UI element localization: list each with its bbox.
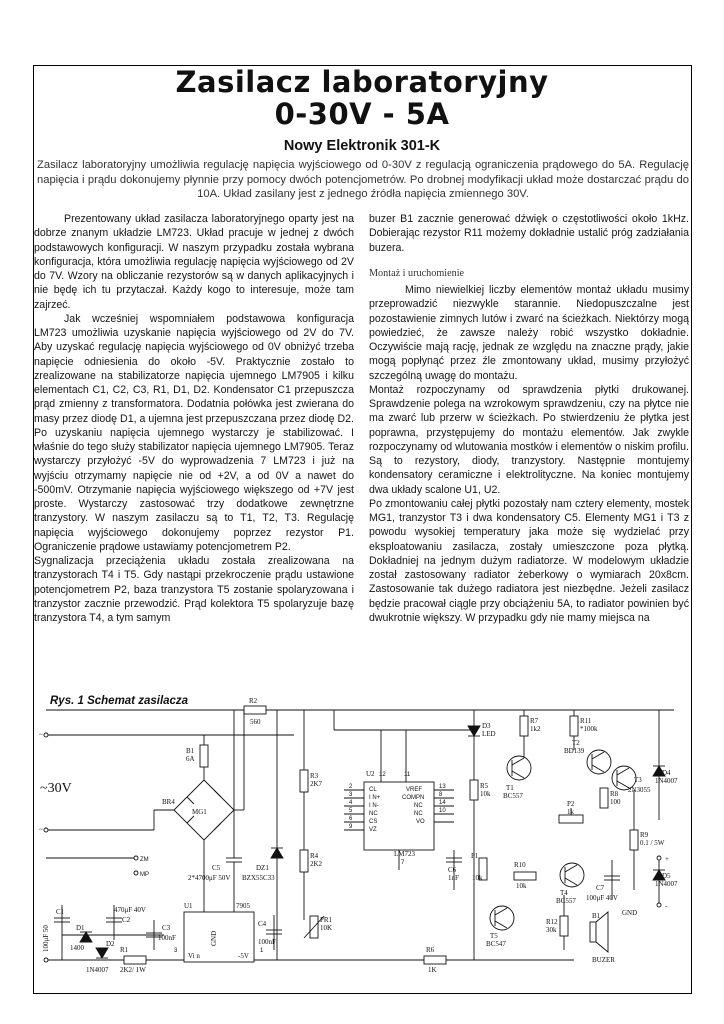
schematic-label: 2 xyxy=(349,784,353,790)
u1-vout: -5V xyxy=(238,952,249,960)
r7-label: R7 xyxy=(530,717,539,725)
c5-label: C5 xyxy=(212,864,221,872)
c6-value: 1nF xyxy=(448,874,459,882)
br4-label: BR4 xyxy=(162,798,175,806)
schematic-label: ~ xyxy=(39,731,43,739)
c3-value: 100nF xyxy=(158,934,176,942)
schematic-label: ~ xyxy=(39,826,43,834)
p2-label: P2 xyxy=(567,800,575,808)
output-minus: - xyxy=(665,902,668,910)
schematic-label: 10 xyxy=(439,808,446,814)
c3-label: C3 xyxy=(162,924,171,932)
ac-input-label: ~30V xyxy=(40,781,72,796)
r12-label: R12 xyxy=(546,918,558,926)
buzzer-label: B1 xyxy=(592,912,601,920)
schematic-label: 6 xyxy=(349,816,353,822)
schematic-caption: Rys. 1 Schemat zasilacza xyxy=(50,695,189,707)
u1-label: U1 xyxy=(184,902,193,910)
mg1-label: MG1 xyxy=(192,808,207,816)
lm723-label: LM723 xyxy=(394,850,415,858)
left-column xyxy=(34,212,354,625)
d3-label: D3 xyxy=(482,722,491,730)
t5-value: BC547 xyxy=(486,940,506,948)
r2-value: 560 xyxy=(250,718,261,726)
schematic-label: CS xyxy=(369,819,378,825)
schematic-label: 13 xyxy=(439,784,446,790)
schematic-label: 4 xyxy=(349,800,353,806)
d2-value: 1N4007 xyxy=(86,966,109,974)
r11-value: *100k xyxy=(580,725,598,733)
d1-value: 1400 xyxy=(70,944,84,952)
p1-label: P1 xyxy=(471,852,479,860)
d3-value: LED xyxy=(482,730,496,738)
title-line-2: 0-30V - 5A xyxy=(274,97,450,131)
r1-value: 2K2/ 1W xyxy=(120,966,146,974)
title-line-1: Zasilacz laboratoryjny xyxy=(175,65,549,99)
schematic-label: COMPN xyxy=(402,795,425,801)
schematic-label: VO xyxy=(416,819,425,825)
article-subtitle: Nowy Elektronik 301-K xyxy=(283,138,441,154)
u1-vin: Vi n xyxy=(188,952,200,960)
p2-value: 1k xyxy=(567,808,574,816)
schematic-label: I N- xyxy=(369,803,379,809)
r6-value: 1K xyxy=(428,966,437,974)
r10-value: 10k xyxy=(516,882,527,890)
output-plus: + xyxy=(665,855,669,863)
r5-label: R5 xyxy=(480,782,489,790)
schematic-label: 5 xyxy=(349,808,353,814)
mp-label: MP xyxy=(140,872,149,878)
schematic-label: 3 xyxy=(349,792,353,798)
schematic-label: 14 xyxy=(439,800,446,806)
schematic-label: 8 xyxy=(439,792,443,798)
r3-label: R3 xyxy=(310,772,319,780)
article-title xyxy=(0,66,724,130)
d4-value: 1N4007 xyxy=(655,777,678,785)
gnd-label: GND xyxy=(622,909,638,917)
schematic-label: CL xyxy=(369,787,377,793)
p1-value: 10k xyxy=(472,874,483,882)
left-paragraph-3: Sygnalizacja przeciążenia układu została zrealizowana na tranzystorach T4 i T5. Gdy nastąpi przekroczenie prądu ustawione potencjometrem P2, baza tranzystora T5 zostanie spolaryzowana i tranzystor zacznie przewodzić. Prąd kolektora T5 spolaryzuje bazę tranzystora T4, a tym samym xyxy=(34,555,354,624)
right-paragraph-2: Mimo niewielkiej liczby elementów montaż układu musimy przeprowadzić niezwykle starannie. Niedopuszczalne jest pozostawienie zimnych lutów i zwarć na ścieżkach. Niektórzy mogą powiedzieć, że zawsze należy robić wszystko dokładnie. Oczywiście mają rację, jednak ze względu na znaczne prądy, jakie mogą popłynąć przez źle zmontowany układ, musimy przyłożyć szczególną uwagę do montażu. xyxy=(369,284,689,382)
pin12: 12 xyxy=(379,772,386,778)
r11-label: R11 xyxy=(580,717,592,725)
t1-value: BC557 xyxy=(503,792,523,800)
r10-label: R10 xyxy=(514,861,526,869)
t3-label: T3 xyxy=(634,776,642,784)
b1-value: 6A xyxy=(186,755,195,763)
d1-label: D1 xyxy=(76,924,85,932)
c1-label: C1 xyxy=(56,908,65,916)
c4-value: 100nF xyxy=(258,938,276,946)
pr1-label: PR1 xyxy=(320,916,333,924)
d5-value: 1N4007 xyxy=(655,880,678,888)
c4-label: C4 xyxy=(258,920,267,928)
c1-value: 100μF 50 xyxy=(42,925,50,952)
r9-label: R9 xyxy=(640,831,649,839)
r12-value: 30k xyxy=(546,926,557,934)
zm-label: ZM xyxy=(140,857,149,863)
right-paragraph-4: Po zmontowaniu całej płytki pozostały nam cztery elementy, mostek MG1, tranzystor T3 i dwa kondensatory C5. Elementy MG1 i T3 z powodu wysokiej temperatury jaka może się wydzielać przy eksploatowaniu zasilacza, zostały umieszczone poza płytką. Dokładniej na jednym dużym radiatorze. W modelowym układzie został zastosowany radiator żeberkowy o wymiarach 20x8cm. Zastosowanie tak dużego radiatora jest niezbędne. Jeżeli zasilacz będzie pracował ciągle przy obciążeniu 5A, to radiator powinien być dwukrotnie większy. W przypadku gdy nie mamy miejsca na xyxy=(369,497,689,624)
r1-label: R1 xyxy=(120,946,129,954)
right-paragraph-3: Montaż rozpoczynamy od sprawdzenia płytki drukowanej. Sprawdzenie polega na wzrokowym sprawdzeniu, czy na płytce nie ma zwarć lub przerw w ścieżkach. Po stwierdzeniu że płytka jest poprawna, przystępujemy do montażu elementów. Jak zwykle rozpoczynamy od wlutowania mostków i elementów o niskim profilu. Są to rezystory, diody, tranzystory. Następnie montujemy kondensatory ceramiczne i elektrolityczne. Na koniec montujemy dwa układy scalone U1, U2. xyxy=(369,383,689,496)
schematic-label: NC xyxy=(414,811,423,817)
pin11: 11 xyxy=(404,772,411,778)
c2-label: C2 xyxy=(122,916,131,924)
d5-label: D5 xyxy=(662,872,671,880)
schematic-label: 7 xyxy=(401,860,405,866)
r4-value: 2K2 xyxy=(310,860,323,868)
r3-value: 2K7 xyxy=(310,780,323,788)
t1-label: T1 xyxy=(506,784,514,792)
right-paragraph-1: buzer B1 zacznie generować dźwięk o częstotliwości około 1kHz. Dobierając rezystor R11 możemy dokładnie ustalić próg zadziałania buzera. xyxy=(369,213,689,254)
c6-label: C6 xyxy=(448,866,457,874)
t4-label: T4 xyxy=(560,889,568,897)
pr1-value: 10K xyxy=(320,924,333,932)
c7-value: 100μF 40V xyxy=(586,894,618,902)
r8-label: R8 xyxy=(610,790,619,798)
t3-value: 2N3055 xyxy=(628,786,651,794)
circuit-schematic xyxy=(34,690,690,990)
u1-gnd-pin: GND xyxy=(210,930,218,946)
schematic-label: NC xyxy=(369,811,378,817)
u1-pin3: 3 xyxy=(174,948,178,954)
dz1-value: BZX55C33 xyxy=(242,874,275,882)
t4-value: BC557 xyxy=(556,897,576,905)
c5-value: 2*4700μF 50V xyxy=(188,874,231,882)
r2-label: R2 xyxy=(249,697,258,705)
schematic-label: I N+ xyxy=(369,795,381,801)
r7-value: 1k2 xyxy=(530,725,541,733)
r9-value: 0.1 / 5W xyxy=(640,839,665,847)
schematic-label: NC xyxy=(414,803,423,809)
schematic-label: VZ xyxy=(369,827,377,833)
schematic-label: 9 xyxy=(349,824,353,830)
left-paragraph-2: Jak wcześniej wspomniałem podstawowa konfiguracja LM723 umożliwia uzyskanie napięcia wyjściowego od 2V do 7V. Aby uzyskać regulację napięcia wyjściowego od 0V obniżyć trzeba napięcie odniesienia do około -5V. Praktycznie zostało to zrealizowane na stabilizatorze napięcia ujemnego LM7905 i kilku elementach C1, C2, C3, R1, D1, D2. Kondensator C1 przepuszcza prąd zmienny z transformatora. Dodatnia połówka jest zwierana do masy przez diodę D1, a ujemna jest przepuszczana przez diodę D2. Po uzyskaniu napięcia ujemnego wystarczy je stabilizować. I właśnie do tego służy stabilizator napięcia ujemnego LM7905. Teraz wystarczy przyłożyć -5V do wyprowadzenia 7 LM723 i już na wyjściu otrzymamy napięcie nie od +2V, a od 0V a nawet do -500mV. Otrzymanie napięcia wyjściowego większego od +7V jest proste. Wystarczy zastosować trzy dodatkowe zewnętrzne tranzystory. W naszym zasilaczu są to T1, T2, T3. Regulację napięcia wyjściowego dokonujemy poprzez rezystor P1. Ograniczenie prądowe ustawiamy potencjometrem P2. xyxy=(34,312,354,553)
u1-pin1: 1 xyxy=(260,948,264,954)
r4-label: R4 xyxy=(310,852,319,860)
schematic-label: VREF xyxy=(406,787,423,793)
left-paragraph-1: Prezentowany układ zasilacza laboratoryjnego oparty jest na dobrze znanym układzie LM723. Układ pracuje w jednej z dwóch podstawowych konfiguracji. W naszym przypadku została wybrana konfiguracja, która umożliwia regulację napięcia wyjściowego od 2V do 7V. Wzory na obliczanie rezystorów są w danych aplikacyjnych i nie będę ich tu przytaczał. Każdy kogo to interesuje, może tam zajrzeć. xyxy=(34,213,354,311)
dz1-label: DZ1 xyxy=(256,864,269,872)
r8-value: 100 xyxy=(610,798,621,806)
t2-label: T2 xyxy=(572,739,580,747)
section-heading: Montaż i uruchomienie xyxy=(369,267,465,279)
buzzer-value: BUZER xyxy=(592,956,615,964)
d4-label: D4 xyxy=(662,769,671,777)
u1-value: 7905 xyxy=(236,902,250,910)
t2-value: BD139 xyxy=(564,747,585,755)
lead-paragraph: Zasilacz laboratoryjny umożliwia regulację napięcia wyjściowego od 0-30V z regulacją ograniczenia prądowego do 5A. Regulację napięcia i prądu dokonujemy płynnie przy pomocy dwóch potencjometrów. Po drobnej modyfikacji układ może dostarczać prądu do 10A. Układ zasilany jest z jednego źródła napięcia zmiennego 30V. xyxy=(37,159,689,201)
c7-label: C7 xyxy=(596,884,605,892)
c2-value: 470μF 40V xyxy=(114,906,146,914)
b1-label: B1 xyxy=(186,747,195,755)
t5-label: T5 xyxy=(490,932,498,940)
d2-label: D2 xyxy=(106,940,115,948)
r6-label: R6 xyxy=(426,946,435,954)
right-column xyxy=(369,212,689,625)
r5-value: 10k xyxy=(480,790,491,798)
u2-label: U2 xyxy=(366,770,375,778)
